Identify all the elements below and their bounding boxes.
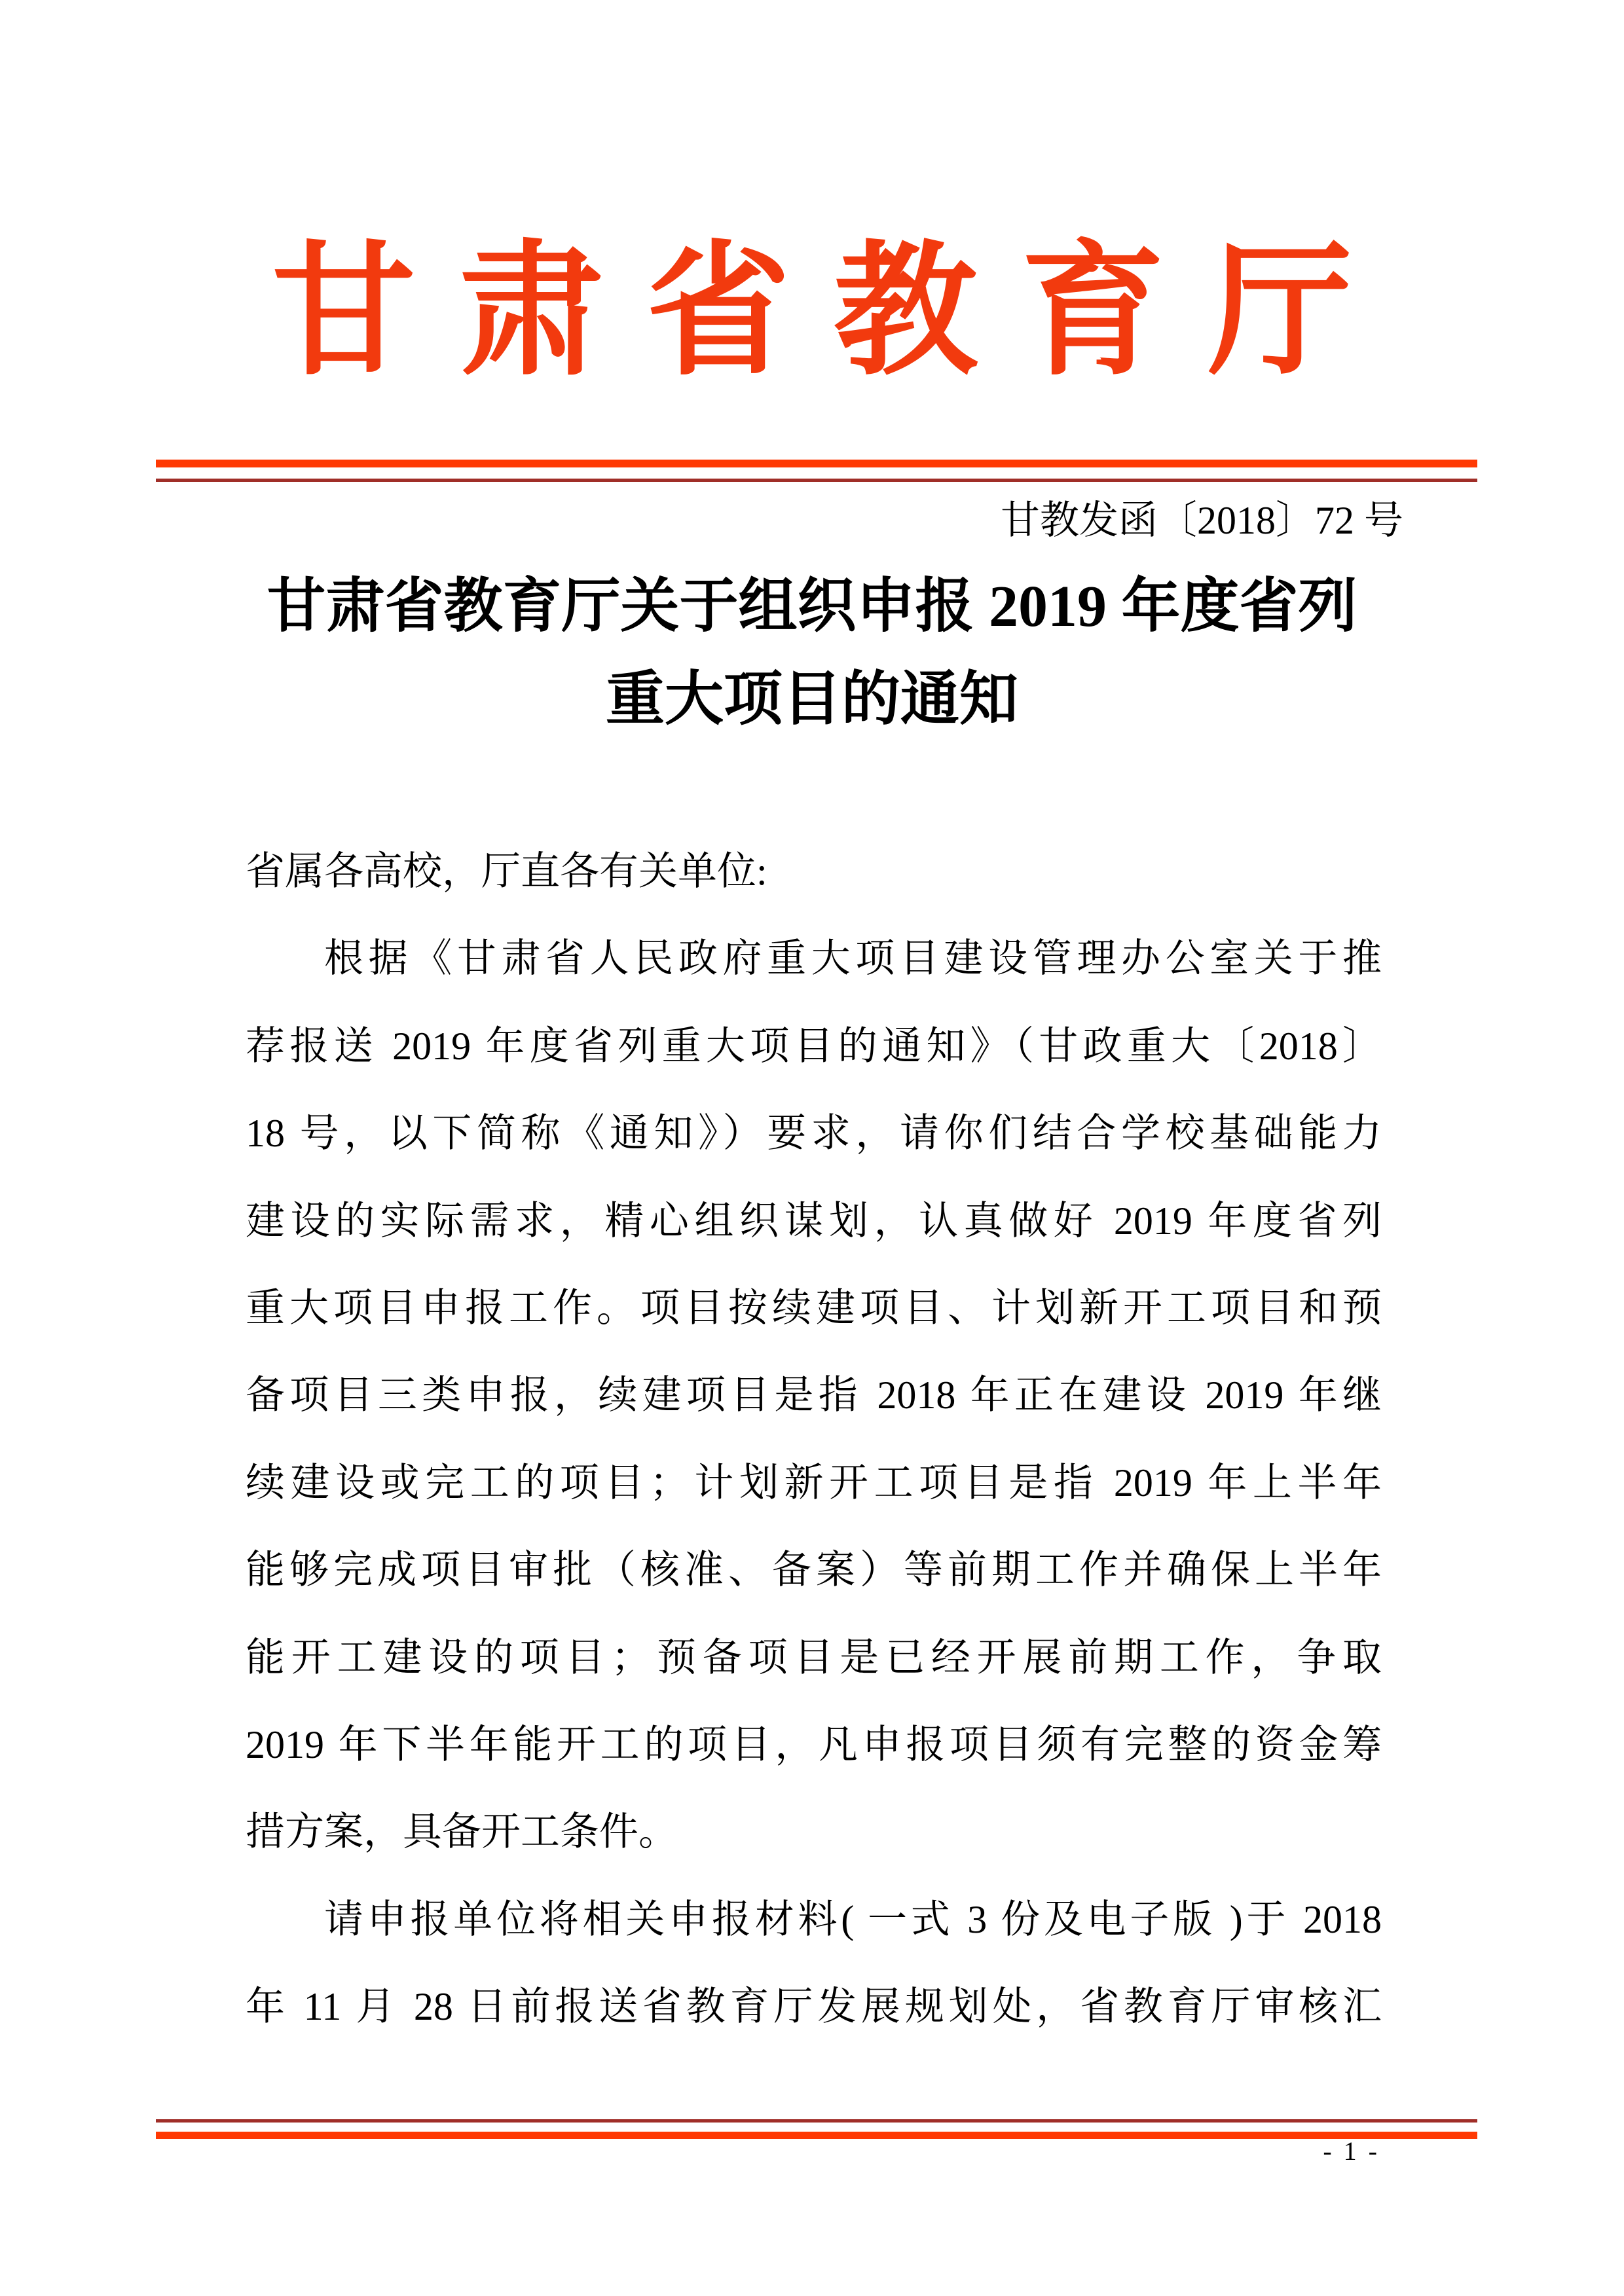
doc-title-line2: 重大项目的通知 — [606, 667, 1018, 732]
body-line: 重大项目申报工作。项目按续建项目、计划新开工项目和预 — [246, 1286, 1382, 1330]
doc-title-line1: 甘肃省教育厅关于组织申报 2019 年度省列 — [267, 574, 1357, 639]
doc-number: 甘教发函〔2018〕72 号 — [1001, 499, 1403, 542]
doc-title — [0, 560, 1624, 746]
body-line: 能够完成项目审批（核准、备案）等前期工作并确保上半年 — [246, 1548, 1382, 1592]
body-line: 续建设或完工的项目；计划新开工项目是指 2019 年上半年 — [246, 1461, 1382, 1504]
footer-rule-thin — [156, 2119, 1477, 2123]
masthead-rule-thick — [156, 460, 1477, 467]
body-line: 备项目三类申报，续建项目是指 2018 年正在建设 2019 年继 — [246, 1374, 1382, 1417]
body-line: 能开工建设的项目；预备项目是已经开展前期工作，争取 — [246, 1635, 1382, 1679]
body-line: 2019 年下半年能开工的项目，凡申报项目须有完整的资金筹 — [246, 1722, 1382, 1766]
body-line: 荐报送 2019 年度省列重大项目的通知》（甘政重大〔2018〕 — [246, 1024, 1382, 1068]
body-line: 请申报单位将相关申报材料( 一式 3 份及电子版 )于 2018 — [324, 1897, 1382, 1941]
body-line: 措方案，具备开工条件。 — [246, 1810, 678, 1854]
masthead-rule-thin — [156, 479, 1477, 482]
body-line: 18 号，以下简称《通知》）要求，请你们结合学校基础能力 — [246, 1112, 1382, 1156]
salutation-line: 省属各高校，厅直各有关单位: — [246, 850, 767, 893]
page-number: - 1 - — [1323, 2136, 1380, 2166]
body-text — [246, 828, 1382, 2050]
footer-rule-thick — [156, 2132, 1477, 2139]
body-line: 根据《甘肃省人民政府重大项目建设管理办公室关于推 — [324, 937, 1382, 981]
agency-masthead: 甘肃省教育厅 — [271, 232, 1395, 392]
body-line: 建设的实际需求，精心组织谋划，认真做好 2019 年度省列 — [246, 1199, 1382, 1243]
body-line: 年 11 月 28 日前报送省教育厅发展规划处，省教育厅审核汇 — [246, 1985, 1382, 2029]
